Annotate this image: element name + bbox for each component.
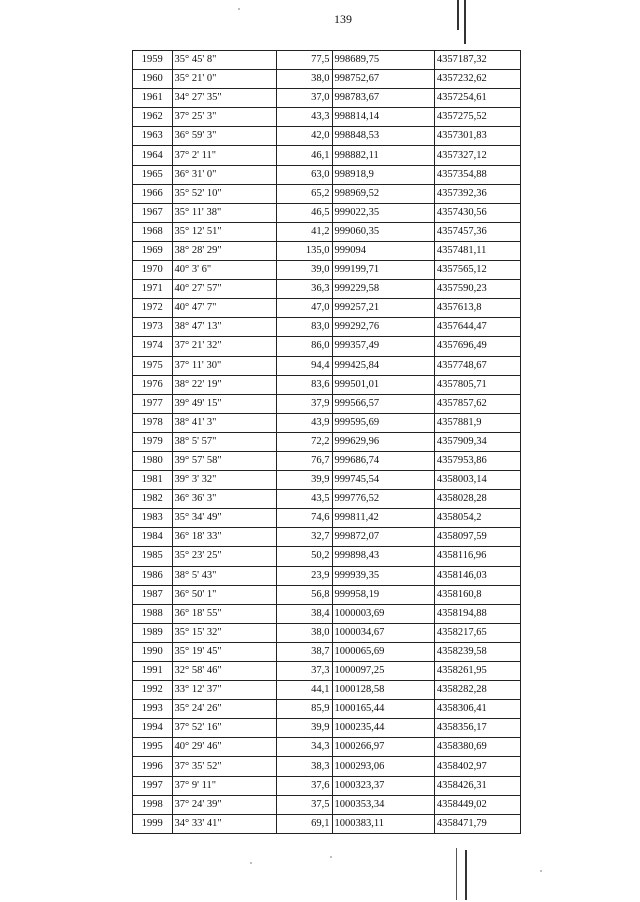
angle-cell: 38° 47' 13"	[172, 318, 276, 337]
year-cell: 1965	[133, 165, 173, 184]
data-table	[132, 50, 521, 834]
scan-artifact-line	[457, 0, 459, 30]
angle-cell: 38° 22' 19"	[172, 375, 276, 394]
angle-cell: 36° 31' 0"	[172, 165, 276, 184]
value-cell: 39,0	[276, 261, 332, 280]
x-coordinate-cell: 999872,07	[332, 528, 434, 547]
value-cell: 38,0	[276, 70, 332, 89]
angle-cell: 38° 5' 57"	[172, 432, 276, 451]
y-coordinate-cell: 4358217,65	[434, 623, 520, 642]
value-cell: 74,6	[276, 509, 332, 528]
x-coordinate-cell: 999229,58	[332, 280, 434, 299]
x-coordinate-cell: 1000323,37	[332, 776, 434, 795]
table-row	[133, 184, 521, 203]
year-cell: 1980	[133, 451, 173, 470]
x-coordinate-cell: 1000034,67	[332, 623, 434, 642]
table-row	[133, 451, 521, 470]
angle-cell: 32° 58' 46"	[172, 662, 276, 681]
y-coordinate-cell: 4357392,36	[434, 184, 520, 203]
table-row	[133, 70, 521, 89]
angle-cell: 35° 24' 26"	[172, 700, 276, 719]
year-cell: 1963	[133, 127, 173, 146]
year-cell: 1990	[133, 642, 173, 661]
value-cell: 38,3	[276, 757, 332, 776]
angle-cell: 40° 29' 46"	[172, 738, 276, 757]
angle-cell: 37° 35' 52"	[172, 757, 276, 776]
y-coordinate-cell: 4357430,56	[434, 203, 520, 222]
angle-cell: 35° 52' 10"	[172, 184, 276, 203]
y-coordinate-cell: 4358097,59	[434, 528, 520, 547]
table-row	[133, 623, 521, 642]
angle-cell: 33° 12' 37"	[172, 681, 276, 700]
year-cell: 1973	[133, 318, 173, 337]
y-coordinate-cell: 4358194,88	[434, 604, 520, 623]
x-coordinate-cell: 1000097,25	[332, 662, 434, 681]
table-row	[133, 642, 521, 661]
x-coordinate-cell: 998752,67	[332, 70, 434, 89]
year-cell: 1984	[133, 528, 173, 547]
value-cell: 43,9	[276, 413, 332, 432]
value-cell: 72,2	[276, 432, 332, 451]
angle-cell: 36° 18' 55"	[172, 604, 276, 623]
value-cell: 69,1	[276, 814, 332, 833]
x-coordinate-cell: 1000065,69	[332, 642, 434, 661]
value-cell: 76,7	[276, 451, 332, 470]
angle-cell: 37° 9' 11"	[172, 776, 276, 795]
value-cell: 83,6	[276, 375, 332, 394]
year-cell: 1997	[133, 776, 173, 795]
table-row	[133, 738, 521, 757]
scan-artifact-line	[465, 850, 467, 900]
table-row	[133, 375, 521, 394]
value-cell: 46,5	[276, 203, 332, 222]
year-cell: 1967	[133, 203, 173, 222]
table-row	[133, 356, 521, 375]
angle-cell: 39° 57' 58"	[172, 451, 276, 470]
value-cell: 65,2	[276, 184, 332, 203]
value-cell: 37,9	[276, 394, 332, 413]
y-coordinate-cell: 4357644,47	[434, 318, 520, 337]
y-coordinate-cell: 4357590,23	[434, 280, 520, 299]
year-cell: 1966	[133, 184, 173, 203]
table-row	[133, 681, 521, 700]
table-row	[133, 394, 521, 413]
table-row	[133, 509, 521, 528]
y-coordinate-cell: 4358306,41	[434, 700, 520, 719]
year-cell: 1994	[133, 719, 173, 738]
y-coordinate-cell: 4357565,12	[434, 261, 520, 280]
year-cell: 1974	[133, 337, 173, 356]
value-cell: 38,4	[276, 604, 332, 623]
table-row	[133, 222, 521, 241]
year-cell: 1981	[133, 471, 173, 490]
angle-cell: 35° 19' 45"	[172, 642, 276, 661]
scan-speck	[250, 862, 252, 864]
table-row	[133, 165, 521, 184]
y-coordinate-cell: 4357354,88	[434, 165, 520, 184]
table-row	[133, 585, 521, 604]
x-coordinate-cell: 999094	[332, 241, 434, 260]
y-coordinate-cell: 4357748,67	[434, 356, 520, 375]
angle-cell: 38° 28' 29"	[172, 241, 276, 260]
y-coordinate-cell: 4358160,8	[434, 585, 520, 604]
value-cell: 37,0	[276, 89, 332, 108]
table-row	[133, 604, 521, 623]
angle-cell: 39° 49' 15"	[172, 394, 276, 413]
table-row	[133, 432, 521, 451]
value-cell: 77,5	[276, 51, 332, 70]
value-cell: 32,7	[276, 528, 332, 547]
table-row	[133, 337, 521, 356]
x-coordinate-cell: 1000353,34	[332, 795, 434, 814]
value-cell: 38,0	[276, 623, 332, 642]
angle-cell: 38° 41' 3"	[172, 413, 276, 432]
scan-speck	[540, 870, 542, 872]
angle-cell: 34° 27' 35"	[172, 89, 276, 108]
table-row	[133, 89, 521, 108]
y-coordinate-cell: 4358146,03	[434, 566, 520, 585]
angle-cell: 38° 5' 43"	[172, 566, 276, 585]
x-coordinate-cell: 999257,21	[332, 299, 434, 318]
x-coordinate-cell: 998814,14	[332, 108, 434, 127]
value-cell: 37,3	[276, 662, 332, 681]
x-coordinate-cell: 1000383,11	[332, 814, 434, 833]
table-row	[133, 700, 521, 719]
x-coordinate-cell: 1000266,97	[332, 738, 434, 757]
value-cell: 135,0	[276, 241, 332, 260]
y-coordinate-cell: 4358356,17	[434, 719, 520, 738]
x-coordinate-cell: 999898,43	[332, 547, 434, 566]
angle-cell: 40° 47' 7"	[172, 299, 276, 318]
angle-cell: 37° 11' 30"	[172, 356, 276, 375]
y-coordinate-cell: 4357953,86	[434, 451, 520, 470]
year-cell: 1969	[133, 241, 173, 260]
y-coordinate-cell: 4357232,62	[434, 70, 520, 89]
value-cell: 47,0	[276, 299, 332, 318]
x-coordinate-cell: 999776,52	[332, 490, 434, 509]
x-coordinate-cell: 999022,35	[332, 203, 434, 222]
angle-cell: 36° 18' 33"	[172, 528, 276, 547]
year-cell: 1982	[133, 490, 173, 509]
angle-cell: 35° 21' 0"	[172, 70, 276, 89]
y-coordinate-cell: 4358380,69	[434, 738, 520, 757]
value-cell: 41,2	[276, 222, 332, 241]
angle-cell: 35° 45' 8"	[172, 51, 276, 70]
x-coordinate-cell: 1000003,69	[332, 604, 434, 623]
x-coordinate-cell: 999811,42	[332, 509, 434, 528]
year-cell: 1977	[133, 394, 173, 413]
year-cell: 1964	[133, 146, 173, 165]
y-coordinate-cell: 4358239,58	[434, 642, 520, 661]
y-coordinate-cell: 4357327,12	[434, 146, 520, 165]
page-number: 139	[334, 12, 352, 26]
scan-artifact-line	[464, 0, 466, 44]
x-coordinate-cell: 999425,84	[332, 356, 434, 375]
year-cell: 1989	[133, 623, 173, 642]
y-coordinate-cell: 4357187,32	[434, 51, 520, 70]
year-cell: 1978	[133, 413, 173, 432]
table-row	[133, 127, 521, 146]
x-coordinate-cell: 999686,74	[332, 451, 434, 470]
x-coordinate-cell: 1000128,58	[332, 681, 434, 700]
y-coordinate-cell: 4357254,61	[434, 89, 520, 108]
value-cell: 36,3	[276, 280, 332, 299]
scan-speck	[330, 856, 332, 858]
year-cell: 1995	[133, 738, 173, 757]
year-cell: 1976	[133, 375, 173, 394]
year-cell: 1972	[133, 299, 173, 318]
year-cell: 1962	[133, 108, 173, 127]
x-coordinate-cell: 999501,01	[332, 375, 434, 394]
angle-cell: 36° 36' 3"	[172, 490, 276, 509]
year-cell: 1975	[133, 356, 173, 375]
y-coordinate-cell: 4357857,62	[434, 394, 520, 413]
value-cell: 83,0	[276, 318, 332, 337]
x-coordinate-cell: 998783,67	[332, 89, 434, 108]
x-coordinate-cell: 998689,75	[332, 51, 434, 70]
value-cell: 56,8	[276, 585, 332, 604]
value-cell: 46,1	[276, 146, 332, 165]
year-cell: 1992	[133, 681, 173, 700]
value-cell: 43,3	[276, 108, 332, 127]
table-row	[133, 528, 521, 547]
y-coordinate-cell: 4357805,71	[434, 375, 520, 394]
year-cell: 1961	[133, 89, 173, 108]
angle-cell: 37° 21' 32"	[172, 337, 276, 356]
y-coordinate-cell: 4357457,36	[434, 222, 520, 241]
angle-cell: 37° 2' 11"	[172, 146, 276, 165]
value-cell: 86,0	[276, 337, 332, 356]
year-cell: 1987	[133, 585, 173, 604]
y-coordinate-cell: 4357275,52	[434, 108, 520, 127]
table-row	[133, 318, 521, 337]
value-cell: 34,3	[276, 738, 332, 757]
angle-cell: 36° 50' 1"	[172, 585, 276, 604]
value-cell: 39,9	[276, 471, 332, 490]
year-cell: 1999	[133, 814, 173, 833]
table-row	[133, 299, 521, 318]
table-row	[133, 51, 521, 70]
table-row	[133, 795, 521, 814]
value-cell: 63,0	[276, 165, 332, 184]
angle-cell: 35° 23' 25"	[172, 547, 276, 566]
year-cell: 1983	[133, 509, 173, 528]
y-coordinate-cell: 4358028,28	[434, 490, 520, 509]
table-row	[133, 662, 521, 681]
table-row	[133, 108, 521, 127]
x-coordinate-cell: 1000235,44	[332, 719, 434, 738]
x-coordinate-cell: 999958,19	[332, 585, 434, 604]
angle-cell: 37° 52' 16"	[172, 719, 276, 738]
value-cell: 37,5	[276, 795, 332, 814]
y-coordinate-cell: 4357881,9	[434, 413, 520, 432]
year-cell: 1985	[133, 547, 173, 566]
angle-cell: 39° 3' 32"	[172, 471, 276, 490]
angle-cell: 37° 24' 39"	[172, 795, 276, 814]
angle-cell: 35° 11' 38"	[172, 203, 276, 222]
value-cell: 43,5	[276, 490, 332, 509]
angle-cell: 35° 12' 51"	[172, 222, 276, 241]
y-coordinate-cell: 4358261,95	[434, 662, 520, 681]
table-row	[133, 719, 521, 738]
value-cell: 44,1	[276, 681, 332, 700]
y-coordinate-cell: 4358426,31	[434, 776, 520, 795]
x-coordinate-cell: 999060,35	[332, 222, 434, 241]
table-row	[133, 261, 521, 280]
x-coordinate-cell: 999357,49	[332, 337, 434, 356]
year-cell: 1998	[133, 795, 173, 814]
year-cell: 1986	[133, 566, 173, 585]
year-cell: 1971	[133, 280, 173, 299]
scan-speck	[238, 8, 240, 10]
year-cell: 1996	[133, 757, 173, 776]
angle-cell: 37° 25' 3"	[172, 108, 276, 127]
year-cell: 1993	[133, 700, 173, 719]
y-coordinate-cell: 4358282,28	[434, 681, 520, 700]
table-row	[133, 566, 521, 585]
year-cell: 1991	[133, 662, 173, 681]
x-coordinate-cell: 998882,11	[332, 146, 434, 165]
table-row	[133, 814, 521, 833]
table-row	[133, 547, 521, 566]
year-cell: 1960	[133, 70, 173, 89]
scan-artifact-line	[456, 848, 457, 900]
x-coordinate-cell: 999595,69	[332, 413, 434, 432]
y-coordinate-cell: 4358471,79	[434, 814, 520, 833]
y-coordinate-cell: 4358054,2	[434, 509, 520, 528]
angle-cell: 40° 3' 6"	[172, 261, 276, 280]
year-cell: 1988	[133, 604, 173, 623]
value-cell: 23,9	[276, 566, 332, 585]
y-coordinate-cell: 4357301,83	[434, 127, 520, 146]
value-cell: 50,2	[276, 547, 332, 566]
year-cell: 1970	[133, 261, 173, 280]
table-row	[133, 776, 521, 795]
table-row	[133, 203, 521, 222]
y-coordinate-cell: 4358116,96	[434, 547, 520, 566]
x-coordinate-cell: 999199,71	[332, 261, 434, 280]
value-cell: 42,0	[276, 127, 332, 146]
year-cell: 1959	[133, 51, 173, 70]
angle-cell: 40° 27' 57"	[172, 280, 276, 299]
table-row	[133, 413, 521, 432]
table-row	[133, 241, 521, 260]
value-cell: 38,7	[276, 642, 332, 661]
table-row	[133, 146, 521, 165]
x-coordinate-cell: 998969,52	[332, 184, 434, 203]
angle-cell: 34° 33' 41"	[172, 814, 276, 833]
table-body	[133, 51, 521, 834]
value-cell: 85,9	[276, 700, 332, 719]
x-coordinate-cell: 999939,35	[332, 566, 434, 585]
x-coordinate-cell: 999629,96	[332, 432, 434, 451]
x-coordinate-cell: 998848,53	[332, 127, 434, 146]
x-coordinate-cell: 1000165,44	[332, 700, 434, 719]
x-coordinate-cell: 999745,54	[332, 471, 434, 490]
x-coordinate-cell: 998918,9	[332, 165, 434, 184]
angle-cell: 36° 59' 3"	[172, 127, 276, 146]
y-coordinate-cell: 4358449,02	[434, 795, 520, 814]
y-coordinate-cell: 4357909,34	[434, 432, 520, 451]
table-row	[133, 280, 521, 299]
year-cell: 1979	[133, 432, 173, 451]
y-coordinate-cell: 4357481,11	[434, 241, 520, 260]
y-coordinate-cell: 4357696,49	[434, 337, 520, 356]
value-cell: 94,4	[276, 356, 332, 375]
year-cell: 1968	[133, 222, 173, 241]
y-coordinate-cell: 4358402,97	[434, 757, 520, 776]
table-row	[133, 757, 521, 776]
value-cell: 37,6	[276, 776, 332, 795]
y-coordinate-cell: 4358003,14	[434, 471, 520, 490]
x-coordinate-cell: 1000293,06	[332, 757, 434, 776]
x-coordinate-cell: 999292,76	[332, 318, 434, 337]
x-coordinate-cell: 999566,57	[332, 394, 434, 413]
value-cell: 39,9	[276, 719, 332, 738]
angle-cell: 35° 34' 49"	[172, 509, 276, 528]
y-coordinate-cell: 4357613,8	[434, 299, 520, 318]
table-row	[133, 490, 521, 509]
angle-cell: 35° 15' 32"	[172, 623, 276, 642]
table-row	[133, 471, 521, 490]
